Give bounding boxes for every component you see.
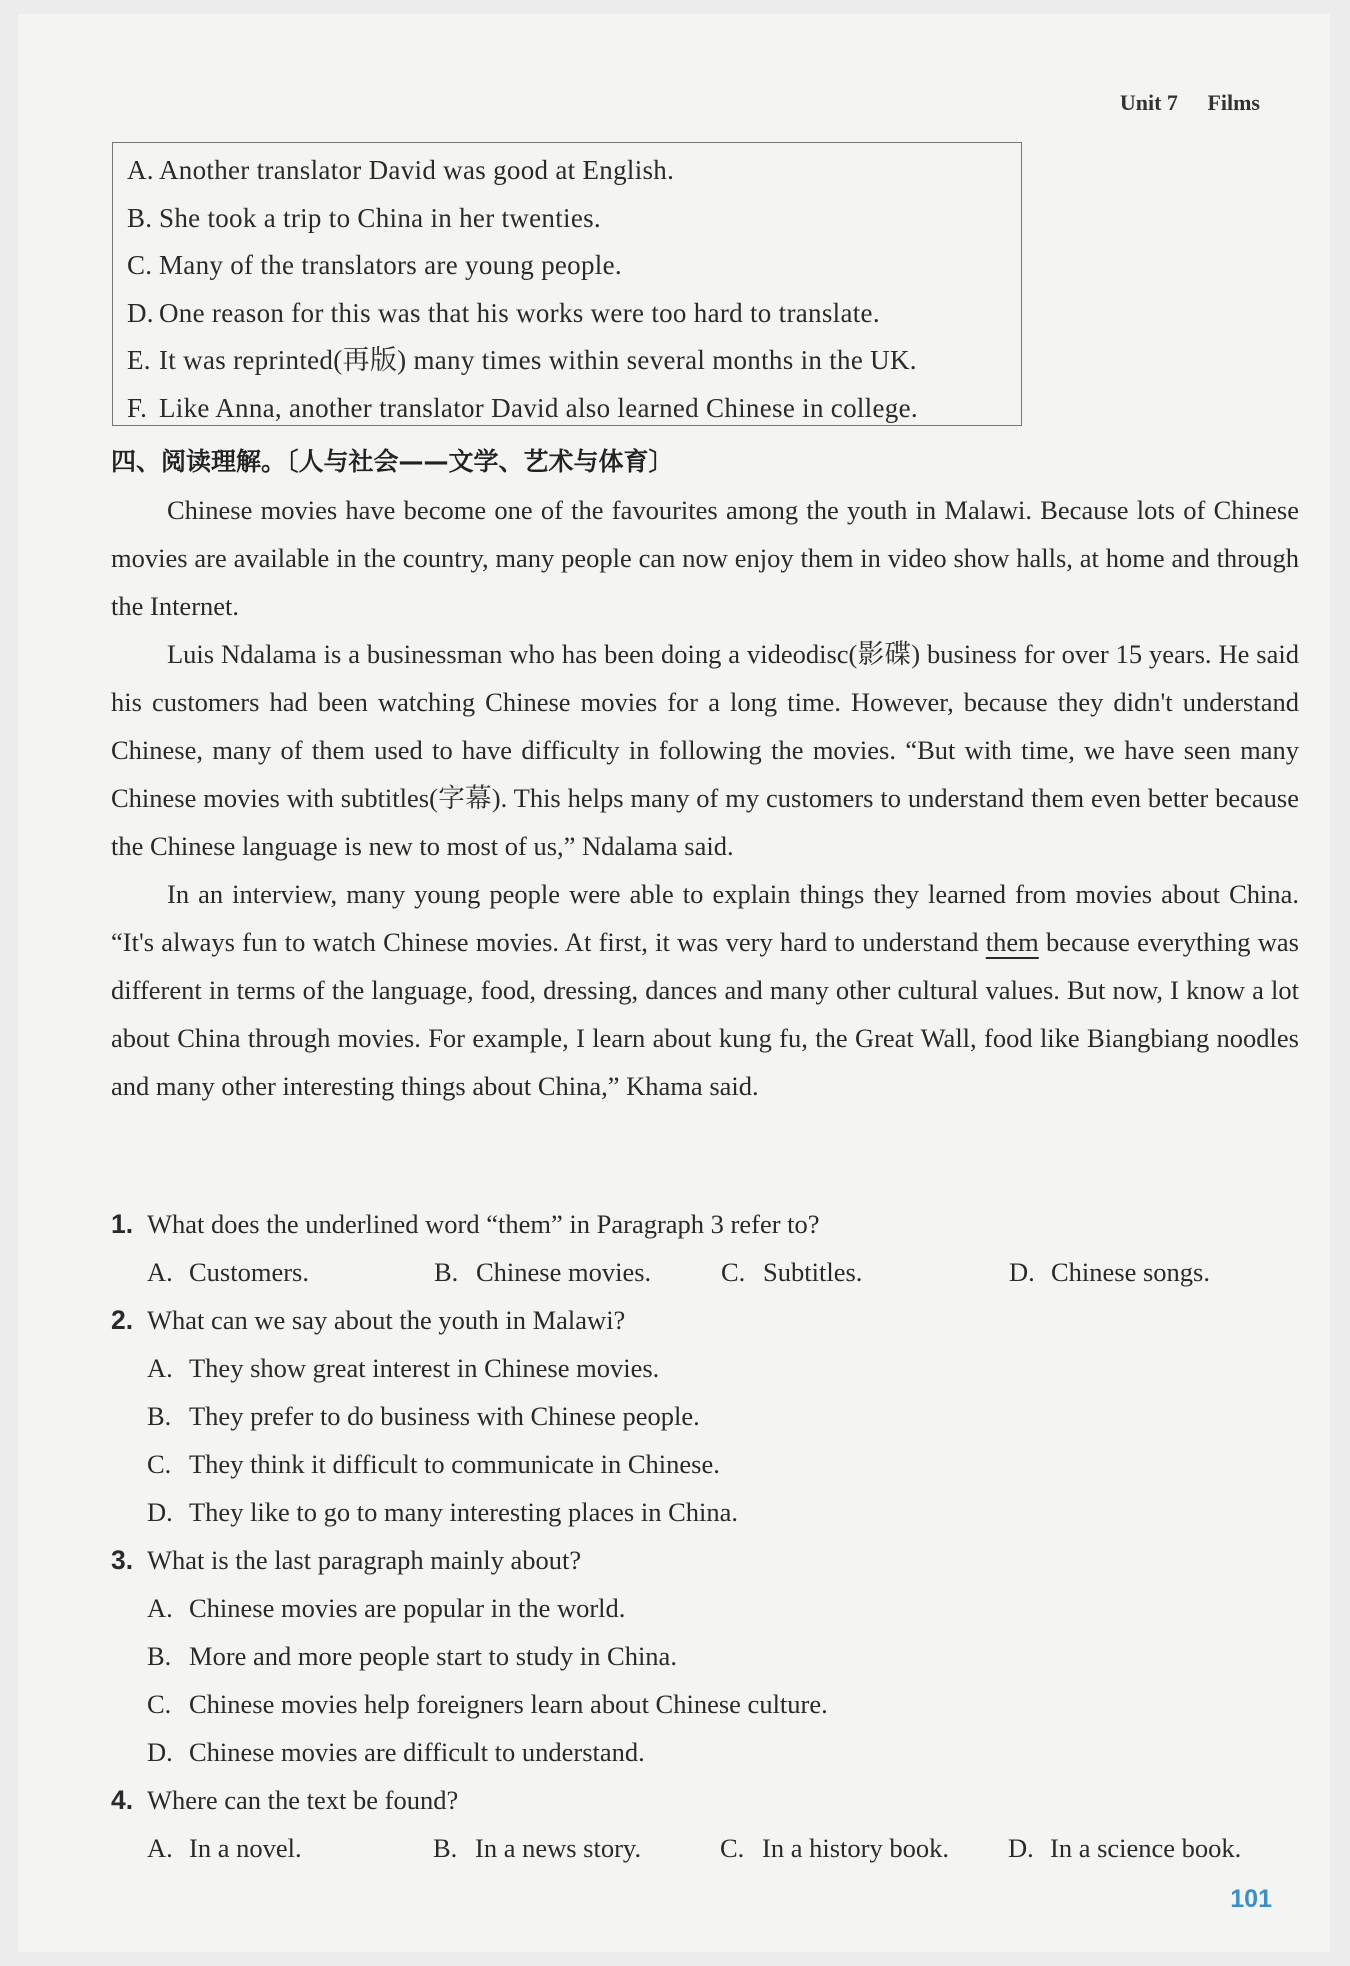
choice-a[interactable] [147, 1248, 434, 1296]
paragraph-3-end: because everything was different in terms of the language, food, dressing, dances and many other cultural values. But now, I know a lot about China through movies. For example, I learn about kung fu, the Great Wall, food like Biangbiang noodles and many other interesting things about China,” Khama said. [111, 927, 1299, 1101]
choice-text: They show great interest in Chinese movies. [189, 1353, 660, 1383]
choice-text: In a novel. [189, 1833, 302, 1863]
option-item [127, 147, 1021, 195]
passage-paragraph-1: Chinese movies have become one of the favourites among the youth in Malawi. Because lots of Chinese movies are available in the country, many people can now enjoy them in video show halls, at home and through the Internet. [111, 495, 1299, 621]
choice-letter: B. [147, 1641, 172, 1671]
reading-passage [111, 486, 1299, 1110]
passage-paragraph-3 [111, 870, 1299, 1110]
paragraph-3-start: In an interview, many young people were able to explain things they learned from movies about China. “It's always fun to watch Chinese movies. At first, it was very hard to understand [111, 879, 1299, 957]
choice-letter: A. [147, 1353, 173, 1383]
question-text: What can we say about the youth in Malawi? [147, 1305, 626, 1335]
running-header [1120, 90, 1260, 116]
passage-paragraph-2: Luis Ndalama is a businessman who has been doing a videodisc(影碟) business for over 15 years. He said his customers had been watching Chinese movies for a long time. However, because they didn't understand Chinese, many of them used to have difficulty in following the movies. “But with time, we have seen many Chinese movies with subtitles(字幕). This helps many of my customers to understand them even better because the Chinese language is new to most of us,” Ndalama said. [111, 639, 1299, 861]
header-title: Films [1207, 90, 1260, 115]
choice-b[interactable] [433, 1824, 720, 1872]
choice-b[interactable] [147, 1632, 1299, 1680]
option-text: Many of the translators are young people. [159, 250, 622, 280]
question-1 [111, 1200, 1299, 1296]
choice-letter: B. [434, 1257, 459, 1287]
page-number: 101 [1230, 1885, 1272, 1913]
option-text: One reason for this was that his works were too hard to translate. [159, 297, 880, 328]
option-text: It was reprinted(再版) many times within several months in the UK. [159, 345, 917, 375]
choice-letter: A. [147, 1593, 173, 1623]
question-text: What is the last paragraph mainly about? [147, 1545, 582, 1575]
choice-c[interactable] [721, 1248, 1009, 1296]
question-number: 1. [111, 1209, 134, 1239]
question-3 [111, 1536, 1299, 1776]
choice-text: They prefer to do business with Chinese people. [189, 1401, 700, 1431]
choice-letter: D. [1009, 1257, 1035, 1287]
choice-row [111, 1824, 1299, 1872]
option-letter: E. [127, 345, 151, 375]
choice-letter: D. [1008, 1833, 1034, 1863]
choice-list [111, 1584, 1299, 1776]
choice-text: More and more people start to study in China. [189, 1641, 677, 1671]
choice-a[interactable] [147, 1824, 433, 1872]
question-list [111, 1200, 1299, 1872]
choice-text: In a news story. [475, 1833, 642, 1863]
choice-c[interactable] [147, 1680, 1299, 1728]
choice-letter: C. [147, 1689, 172, 1719]
choice-letter: A. [147, 1833, 173, 1863]
choice-letter: B. [147, 1401, 172, 1431]
choice-text: Chinese songs. [1051, 1257, 1210, 1287]
choice-d[interactable] [147, 1728, 1299, 1776]
choice-letter: D. [147, 1497, 173, 1527]
option-letter: C. [127, 250, 153, 280]
choice-letter: A. [147, 1257, 173, 1287]
choice-text: In a science book. [1050, 1833, 1242, 1863]
choice-c[interactable] [147, 1440, 1299, 1488]
option-letter: D. [127, 297, 154, 328]
choice-list [111, 1344, 1299, 1536]
options-box [112, 142, 1022, 426]
question-number: 4. [111, 1785, 134, 1815]
choice-letter: C. [147, 1449, 172, 1479]
option-text: Another translator David was good at English. [159, 155, 675, 185]
header-unit: Unit 7 [1119, 90, 1178, 115]
choice-text: They like to go to many interesting places in China. [189, 1497, 739, 1527]
choice-a[interactable] [147, 1584, 1299, 1632]
choice-d[interactable] [1008, 1824, 1241, 1872]
choice-letter: C. [720, 1833, 745, 1863]
choice-text: Subtitles. [763, 1257, 863, 1287]
question-number: 2. [111, 1305, 134, 1335]
option-item [127, 385, 1021, 433]
option-text: She took a trip to China in her twenties. [159, 202, 601, 233]
choice-text: Chinese movies help foreigners learn about Chinese culture. [189, 1689, 828, 1719]
choice-row [111, 1248, 1299, 1296]
option-letter: F. [127, 392, 148, 423]
choice-text: Chinese movies are difficult to understand. [189, 1737, 645, 1767]
choice-b[interactable] [147, 1392, 1299, 1440]
underlined-word: them [985, 927, 1039, 957]
option-item [127, 242, 1021, 290]
choice-b[interactable] [434, 1248, 721, 1296]
choice-text: Chinese movies are popular in the world. [189, 1593, 626, 1623]
choice-d[interactable] [147, 1488, 1299, 1536]
question-text: Where can the text be found? [147, 1785, 459, 1815]
choice-d[interactable] [1009, 1248, 1210, 1296]
choice-a[interactable] [147, 1344, 1299, 1392]
question-2 [111, 1296, 1299, 1536]
section-title: 四、阅读理解。〔人与社会——文学、艺术与体育〕 [111, 447, 674, 476]
choice-text: Chinese movies. [476, 1257, 652, 1287]
option-item [127, 337, 1021, 385]
choice-c[interactable] [720, 1824, 1008, 1872]
option-letter: A. [127, 155, 154, 185]
choice-text: They think it difficult to communicate in Chinese. [189, 1449, 720, 1479]
option-item [127, 195, 1021, 243]
option-item [127, 290, 1021, 338]
page [18, 14, 1330, 1952]
question-text: What does the underlined word “them” in Paragraph 3 refer to? [147, 1209, 820, 1239]
choice-text: In a history book. [762, 1833, 949, 1863]
question-number: 3. [111, 1545, 134, 1575]
choice-letter: C. [721, 1257, 746, 1287]
choice-letter: B. [433, 1833, 458, 1863]
option-letter: B. [127, 202, 153, 233]
option-text: Like Anna, another translator David also learned Chinese in college. [159, 392, 918, 423]
choice-letter: D. [147, 1737, 173, 1767]
choice-text: Customers. [189, 1257, 309, 1287]
question-4 [111, 1776, 1299, 1872]
